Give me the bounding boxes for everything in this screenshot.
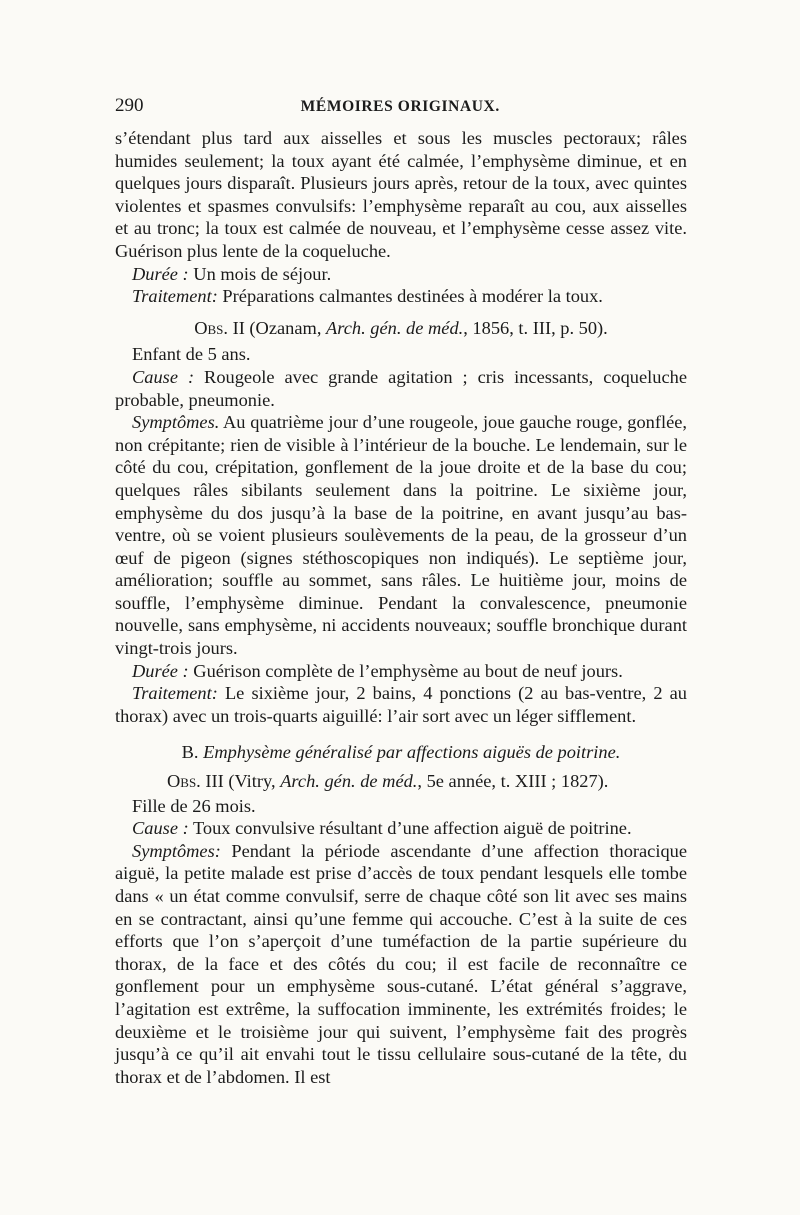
journal-title: Arch. gén. de méd. — [326, 317, 464, 338]
treatment-paragraph: Traitement: Le sixième jour, 2 bains, 4 ponctions (2 au bas-ventre, 2 au thorax) avec un trois-quarts aiguillé: l’air sort avec un léger sifflement. — [115, 683, 687, 726]
duration-label: Durée : — [132, 660, 189, 681]
book-page — [115, 95, 687, 1088]
journal-title: Arch. gén. de méd. — [280, 771, 418, 792]
treatment-label: Traitement: — [132, 683, 218, 704]
page-number: 290 — [115, 95, 144, 116]
paragraph: s’étendant plus tard aux aisselles et sous les muscles pectoraux; râles humides seulement; la toux ayant été calmée, l’emphysème diminue, et en quelques jours disparaît. Plusieurs jours après, retour de la toux, avec quintes violentes et spasmes convulsifs: l’emphysème reparaît au cou, aux aisselles et au tronc; la toux est calmée de nouveau, et l’emphysème cesse assez vite. Guérison plus lente de la coqueluche. — [115, 128, 687, 261]
treatment-label: Traitement: — [132, 286, 218, 307]
patient-line: Enfant de 5 ans. — [132, 344, 251, 365]
observation-heading: Obs. II (Ozanam, Arch. gén. de méd., 1856, t. III, p. 50). — [194, 317, 608, 338]
symptoms-paragraph: Symptômes: Pendant la période ascendante d’une affection thoracique aiguë, la petite malade est prise d’accès de toux pendant lesquels elle tombe dans « un état comme convulsif, serre de chaque côté son lit avec ses mains en se contractant, ainsi qu’une femme qui accouche. C’est à la suite de ces efforts que l’on s’aperçoit d’une tuméfaction de la partie supérieure du thorax, de la face et des côtés du cou; il est facile de reconnaître ce gonflement pour un emphysème sous-cutané. L’état général s’aggrave, l’agitation est extrême, la suffocation imminente, les extrémités froides; le deuxième et le troisième jour qui suivent, l’emphysème fait des progrès jusqu’à ce qu’il ait envahi tout le tissu cellulaire sous-cutané de la tête, du thorax et de l’abdomen. Il est — [115, 840, 687, 1087]
running-title: MÉMOIRES ORIGINAUX. — [300, 98, 500, 115]
cause-label: Cause : — [132, 366, 195, 387]
cause-label: Cause : — [132, 818, 189, 839]
treatment-paragraph: Traitement: Préparations calmantes destinées à modérer la toux. — [132, 286, 603, 307]
duration-paragraph: Durée : Guérison complète de l’emphysème au bout de neuf jours. — [132, 660, 623, 681]
patient-line: Fille de 26 mois. — [132, 795, 256, 816]
cause-paragraph: Cause : Rougeole avec grande agitation ; cris incessants, coqueluche probable, pneumonie. — [115, 366, 687, 410]
symptoms-label: Symptômes: — [132, 840, 221, 861]
duration-label: Durée : — [132, 263, 189, 284]
observation-heading: Obs. III (Vitry, Arch. gén. de méd., 5e année, t. XIII ; 1827). — [167, 771, 609, 792]
symptoms-paragraph: Symptômes. Au quatrième jour d’une rougeole, joue gauche rouge, gonflée, non crépitante; rien de visible à l’intérieur de la bouche. Le lendemain, sur le côté du cou, crépitation, gonflement de la joue droite et de la base du cou; quelques râles sibilants seulement dans la poitrine. Le sixième jour, emphysème du dos jusqu’à la base de la poitrine, en avant jusqu’au bas-ventre, où se voient plusieurs soulèvements de la peau, de la grosseur d’un œuf de pigeon (signes stéthoscopiques non indiqués). Le septième jour, amélioration; souffle au sommet, sans râles. Le huitième jour, moins de souffle, l’emphysème diminue. Pendant la convalescence, pneumonie nouvelle, sans emphysème, ni accidents nouveaux; souffle bronchique durant vingt-trois jours. — [115, 412, 687, 659]
page-header — [115, 95, 687, 121]
cause-paragraph: Cause : Toux convulsive résultant d’une affection aiguë de poitrine. — [132, 818, 632, 839]
duration-paragraph: Durée : Un mois de séjour. — [132, 263, 332, 284]
section-heading: B. Emphysème généralisé par affections aiguës de poitrine. — [181, 742, 621, 763]
symptoms-label: Symptômes. — [132, 412, 220, 433]
